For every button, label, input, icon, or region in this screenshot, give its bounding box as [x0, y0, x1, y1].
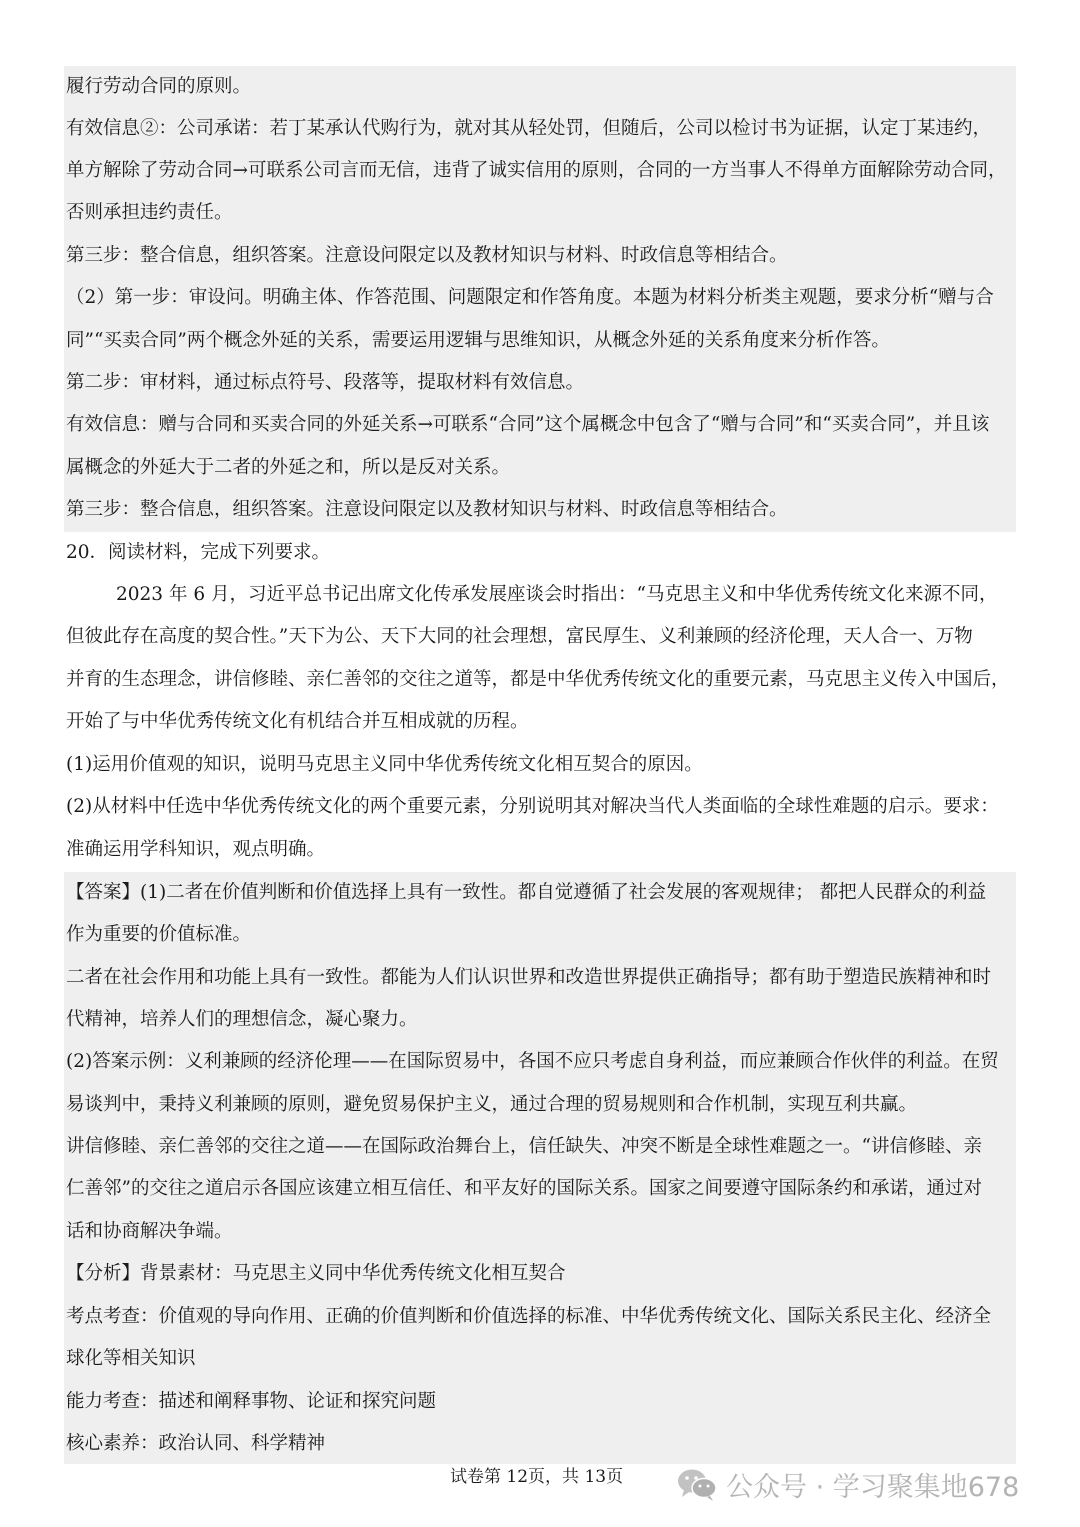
answer-line: 仁善邻”的交往之道启示各国应该建立相互信任、和平友好的国际关系。国家之间要遵守国际条约和承诺，通过对 [66, 1178, 982, 1199]
answer-line: 【答案】(1)二者在价值判断和价值选择上具有一致性。都自觉遵循了社会发展的客观规律； 都把人民群众的利益 [66, 882, 987, 903]
question-title: 20．阅读材料，完成下列要求。 [66, 542, 331, 563]
watermark-text: 公众号 · 学习聚集地678 [726, 1471, 1020, 1503]
text-line: 履行劳动合同的原则。 [66, 76, 252, 97]
material-line: 但彼此存在高度的契合性。”天下为公、天下大同的社会理想，富民厚生、义利兼顾的经济伦理，天人合一、万物 [66, 626, 973, 647]
answer-line: 讲信修睦、亲仁善邻的交往之道——在国际政治舞台上，信任缺失、冲突不断是全球性难题之一。“讲信修睦、亲 [66, 1136, 982, 1157]
text-line: 第三步：整合信息，组织答案。注意设问限定以及教材知识与材料、时政信息等相结合。 [66, 499, 788, 520]
answer-line: 代精神，培养人们的理想信念，凝心聚力。 [66, 1009, 418, 1030]
question-line: (2)从材料中任选中华优秀传统文化的两个重要元素，分别说明其对解决当代人类面临的全球性难题的启示。要求： [66, 796, 999, 817]
text-line: （2）第一步：审设问。明确主体、作答范围、问题限定和作答角度。本题为材料分析类主观题，要求分析“赠与合 [66, 287, 994, 308]
question-line: 准确运用学科知识，观点明确。 [66, 839, 326, 860]
watermark [676, 1462, 1019, 1506]
analysis-line: 球化等相关知识 [66, 1348, 196, 1369]
text-line: 属概念的外延大于二者的外延之和，所以是反对关系。 [66, 457, 511, 478]
answer-line: 二者在社会作用和功能上具有一致性。都能为人们认识世界和改造世界提供正确指导；都有助于塑造民族精神和时 [66, 967, 992, 988]
material-line: 2023 年 6 月，习近平总书记出席文化传承发展座谈会时指出：“马克思主义和中华优秀传统文化来源不同， [116, 584, 998, 605]
text-line: 有效信息②：公司承诺：若丁某承认代购行为，就对其从轻处罚，但随后，公司以检讨书为证据，认定丁某违约， [66, 118, 992, 139]
page-number: 试卷第 12页，共 13页 [450, 1467, 624, 1487]
analysis-line: 【分析】背景素材：马克思主义同中华优秀传统文化相互契合 [66, 1263, 566, 1284]
text-line: 第三步：整合信息，组织答案。注意设问限定以及教材知识与材料、时政信息等相结合。 [66, 245, 788, 266]
wechat-icon [676, 1466, 718, 1502]
material-line: 开始了与中华优秀传统文化有机结合并互相成就的历程。 [66, 711, 529, 732]
answer-line: 话和协商解决争端。 [66, 1221, 233, 1242]
text-line: 第二步：审材料，通过标点符号、段落等，提取材料有效信息。 [66, 372, 585, 393]
analysis-line: 考点考查：价值观的导向作用、正确的价值判断和价值选择的标准、中华优秀传统文化、国际关系民主化、经济全 [66, 1306, 992, 1327]
answer-line: (2)答案示例：义利兼顾的经济伦理——在国际贸易中，各国不应只考虑自身利益，而应兼顾合作伙伴的利益。在贸 [66, 1051, 999, 1072]
answer-line: 作为重要的价值标准。 [66, 924, 252, 945]
text-line: 否则承担违约责任。 [66, 202, 233, 223]
text-line: 有效信息：赠与合同和买卖合同的外延关系→可联系“合同”这个属概念中包含了“赠与合同”和“买卖合同”，并且该 [66, 414, 990, 435]
text-line: 同”“买卖合同”两个概念外延的关系，需要运用逻辑与思维知识，从概念外延的关系角度来分析作答。 [66, 330, 890, 351]
analysis-line: 核心素养：政治认同、科学精神 [66, 1433, 326, 1454]
analysis-line: 能力考查：描述和阐释事物、论证和探究问题 [66, 1391, 437, 1412]
material-line: 并育的生态理念，讲信修睦、亲仁善邻的交往之道等，都是中华优秀传统文化的重要元素，马克思主义传入中国后， [66, 669, 1010, 690]
question-line: (1)运用价值观的知识，说明马克思主义同中华优秀传统文化相互契合的原因。 [66, 754, 703, 775]
answer-line: 易谈判中，秉持义利兼顾的原则，避免贸易保护主义，通过合理的贸易规则和合作机制，实现互利共赢。 [66, 1094, 918, 1115]
text-line: 单方解除了劳动合同→可联系公司言而无信，违背了诚实信用的原则，合同的一方当事人不得单方面解除劳动合同， [66, 160, 1007, 181]
